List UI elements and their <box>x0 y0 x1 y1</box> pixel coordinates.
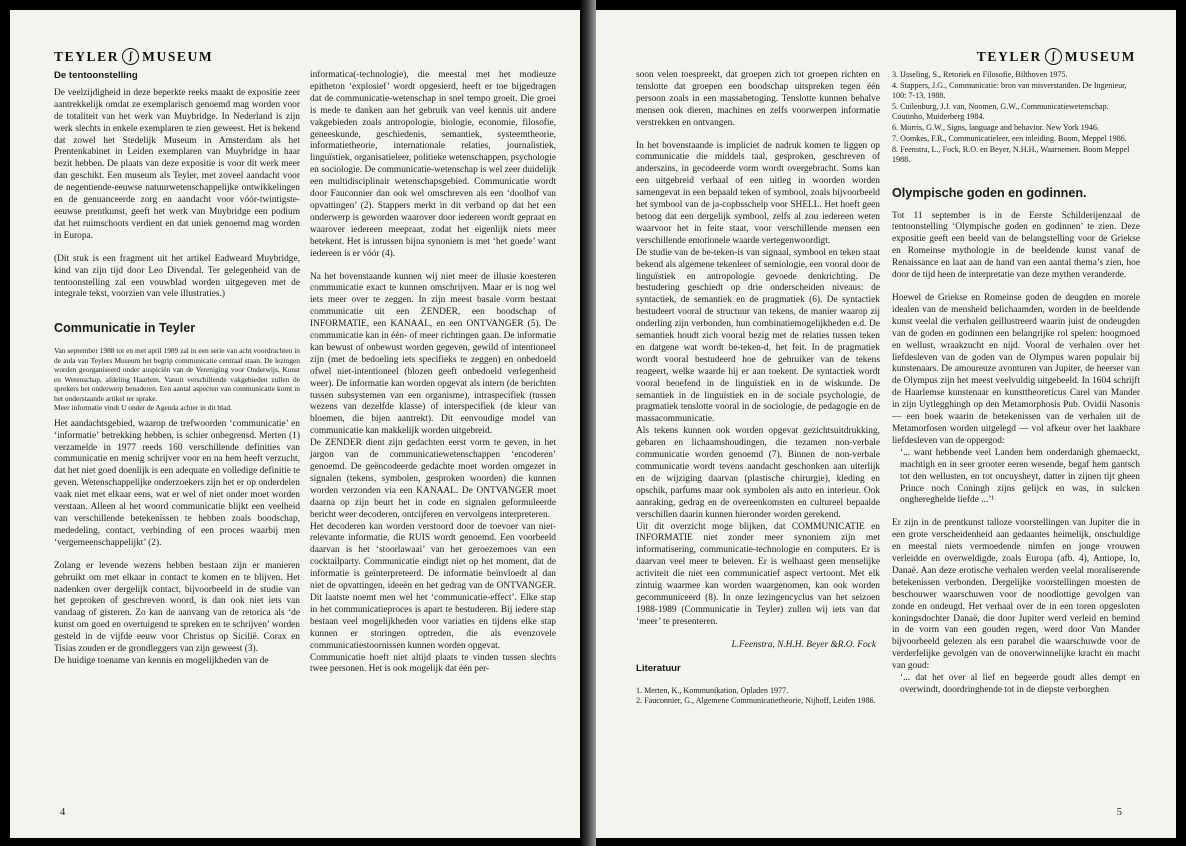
heading-communicatie: Communicatie in Teyler <box>54 321 196 336</box>
reference-item: 1. Merten, K., Kommunikation, Opladen 1977. <box>636 685 789 695</box>
paragraph: Het aandachtsgebied, waarop de trefwoorden ‘communicatie’ en ‘informatie’ betrekking hebben, is schier onbegrensd. Merten (1) verzamelde in 1977 reeds 160 verschillende definities van communicatie en menig schrijver voor en na hem heeft verzucht, dat het niet goed doenlijk is een adequate en volledige definitie te geven. Wetenschappelijke onderzoekers zijn het er op onderdelen vaak niet met elkaar eens, wat er wel of niet onder moet worden verstaan. Alleen al het woord communicatie blijkt een veelheid van verschillende betekenissen te hebben zoals boodschap, mededeling, contact, verbinding of een proces waarbij men ‘vergemeenschappelijkt’ (2). <box>54 418 301 548</box>
logo-text-left: TEYLER <box>976 48 1042 64</box>
reference-list <box>636 686 880 707</box>
left-page <box>10 10 580 838</box>
teyler-museum-logo <box>54 48 213 65</box>
paragraph: Er zijn in de prentkunst talloze voorstellingen van Jupiter die in een grote verscheidenheid aan gedaantes heimelijk, onschuldige en meestal niets vermoedende nimfen en jonge vrouwen verleidde en overweldigde, zoals Europa (afb. 4), Antiope, Io, Danaë. Aan deze erotische verhalen werden veelal moraliserende betekenissen verbonden. Dergelijke voorstellingen moesten de beschouwer waarschuwen voor de noodlottige gevolgen van zonde en ondeugd. Het verhaal over de in een toren opgesloten koningsdochter Danaë, die door Jupiter werd verleid en bemind in de vorm van een gouden regen, werd door Van Mander bijvoorbeeld gelezen als een parabel die waarschuwde voor de verderfelijke gevolgen van de onoverwinnelijke kracht en macht van goud: <box>892 518 1140 672</box>
book-gutter <box>580 0 596 846</box>
logo-text-right: MUSEUM <box>142 48 214 64</box>
intro-text: Van september 1988 tot en met april 1989 zal in een serie van acht voordrachten in de aula van Teylers Museum het begrip communicatie centraal staan. De lezingen worden georganiseerd onder auspiciën van de Vereniging voor Onderwijs, Kunst en Wetenschap, afdeling Haarlem. Vanuit verschillende vakgebieden zullen de sprekers het onderwerp benaderen. Een aantal aspecten van communicatie komt in het onderstaande artikel ter sprake. <box>54 346 300 403</box>
paragraph: informatica(-technologie), die meestal met het modieuze epitheton ‘explosief’ wordt opgesierd, heeft er toe bijgedragen dat de communicatie-wetenschap in snel tempo groeit. Die groei is mede te danken aan het gebruik van veel kennis uit andere vakgebieden zoals antropologie, biologie, economie, filosofie, geneeskunde, geschiedenis, semantiek, systeemtheorie, informatietheorie, internationale relaties, journalistiek, linguïstiek, organisatieleer, politieke wetenschappen, psychologie en sociologie. De communicatie-wetenschap is wel zeer duidelijk een multidisciplinair wetenschapsgebied. Communicatie wordt door Fauconnier dan ook wel omschreven als een ‘doolhof van opvattingen’ (2). Stappers merkt in dit verband op dat het een onderwerp is geworden waarover door iedereen wordt gepraat en waarover iedereen meepraat, zodat het eigenlijk niets meer betekent. Het is intussen bijna synoniem is met ‘het goede’ want iedereen is er vóór (4). <box>310 70 556 259</box>
paragraph: De veelzijdigheid in deze beperkte reeks maakt de expositie zeer aantrekkelijk omdat ze exemplarisch genoemd mag worden voor de totaliteit van het werk van Muybridge. In Nederland is zijn werk slechts in enkele exemplaren te zien geweest. Het is bekend dat zowel het Stedelijk Museum in Amsterdam als het Prentenkabinet in Leiden exemplaren van Muybridge in haar bezit hebben. De plaats van deze expositie is voor dit werk meer dan geschikt. Een museum als Teyler, met zoveel aandacht voor de negentiende-eeuwse natuurwetenschappelijke ontwikkelingen en de genuanceerde zorg en aandacht voor vóór-twintigste-eeuwse prentkunst, geeft het werk van Muybridge een podium dat het ruimschoots verdient en dat uniek genoemd mag worden in Europa. <box>54 87 300 241</box>
reference-item: 5. Cuilenburg, J.J. van, Noomen, G.W., Communicatiewetenschap. Coutinho, Muiderberg 1984. <box>892 101 1109 122</box>
logo-text-right: MUSEUM <box>1064 48 1136 64</box>
quotation: ‘... dat het over al lief en begeerde goudt alles dempt en overwindt, doordringhende tot in de diepste verborghen <box>900 673 1140 696</box>
author-signature: L.Feenstra, N.H.H. Beyer &R.O. Fock <box>731 639 876 650</box>
left-column-1 <box>54 70 300 668</box>
right-page <box>596 10 1176 838</box>
paragraph: Uit dit overzicht moge blijken, dat COMMUNICATIE en INFORMATIE niet zonder meer synoniem zijn met informatisering, communicatie-technologie en computers. Er is daarvan veel meer te beleven. Er is welhaast geen menselijke activiteit die niet een communicatief aspect vertoont. Met elk zintuig waarmee kan worden waargenomen, kan ook worden gecommuniceerd (8). In onze lezingencyclus van het seizoen 1988-1989 (Communicatie in Teyler) zullen wij iets van dat ‘meer’ te presenteren. <box>636 521 880 627</box>
paragraph: De ZENDER dient zijn gedachten eerst vorm te geven, in het jargon van de communicatiewetenschappen ‘encoderen’ genoemd. De geëncodeerde gedachte moet worden omgezet in signalen (tekens, symbolen, gesproken woorden) die kunnen worden verzonden via een KANAAL. De ONTVANGER moet daarna op zijn beurt het in code en signalen geformuleerde bericht weer decoderen, ontcijferen en vervolgens interpreteren. <box>310 438 556 520</box>
paragraph: Het decoderen kan worden verstoord door de toevoer van niet-relevante informatie, die RUIS wordt genoemd. Een voorbeeld daarvan is het ‘stoorlawaai’ van het geroezemoes van een cocktailparty. Communicatie eindigt niet op het moment, dat de informatie is geïnterpreteerd. De informatie beïnvloedt al dan niet de opvattingen, ideeën en het gedrag van de ONTVANGER. Dit laatste noemt men wel het ‘communicatie-effect’. Elke stap in het communicatieproces is apart te bestuderen. Bij iedere stap bestaan veel mogelijkheden voor variaties en tijdens elke stap kunnen er storingen optreden, die als evenzovele communicatiestoornissen kunnen worden opgevat. <box>310 521 556 651</box>
paragraph-fragment-note: (Dit stuk is een fragment uit het artikel Eadweard Muybridge, kind van zijn tijd door Leo Divendal. Ter gelegenheid van de tentoonstelling zal een vouwblad worden uitgegeven met de integrale tekst, voorzien van vele illustraties.) <box>54 253 300 300</box>
right-column-1 <box>636 70 880 707</box>
teyler-emblem-icon: ʃ <box>122 48 139 65</box>
teyler-museum-logo <box>977 48 1136 65</box>
heading-tentoonstelling: De tentoonstelling <box>54 70 138 81</box>
logo-text-left: TEYLER <box>54 48 120 64</box>
reference-item: 2. Fauconnier, G., Algemene Communicatietheorie, Nijhoff, Leiden 1986. <box>636 696 876 706</box>
paragraph: Na het bovenstaande kunnen wij niet meer de illusie koesteren communicatie exact te kunnen omschrijven. Maar er is nog wel iets meer over te zeggen. In zijn meest basale vorm bestaat communicatie uit een ZENDER, een boodschap of INFORMATIE, een KANAAL, en een ONTVANGER (5). De communicatie kan in één- of meer richtingen gaan. De informatie kan bewust of onbewust worden gegeven, gewild of intentioneel zijn (met de bedoeling iets specifieks te zeggen) en onbedoeld ofwel niet-intentioneel (blozen geeft onbedoeld verlegenheid weer). De informatie kan worden opgevat als intern (de berichten tussen subsystemen van een organisme), intraspecifiek (tussen wezens van dezelfde klasse) of interspecifiek (de kleur van bloemen, die bijen aantrekt). Dit eenvoudige model van communicatie kan makkelijk worden uitgebreid. <box>310 271 556 437</box>
quotation: ‘... want hebbende veel Landen hem onderdanigh ghemaeckt, machtigh en in seer grooter eeren wesende, begaf hem gantsch tot den wellusten, en tot oncuysheyt, datter in zijnen tijt gheen Prince noch Coningh zijns gelijck en was, in sulcken onghereghelde liefde ...’¹ <box>900 447 1140 506</box>
reference-item: 7. Oomkes, F.R., Communicatieleer, een inleiding. Boom, Meppel 1986. <box>892 133 1127 143</box>
paragraph: De studie van de be-teken-is van signaal, symbool en teken staat bekend als algemene tekenleer of semiologie, een vooral door de linguïstiek en antropologie gevoede denkrichting. De bestudering geschiedt op drie onderscheiden niveaus: de syntactiek, de semantiek en de pragmatiek (6). De syntactiek bestudeert vooral de structuur van tekens, de manier waarop zij onderling zijn verbonden, hun combinatiemogelijkheden e.d. De semantiek houdt zich vooral bezig met de relaties tussen teken en datgene wat wordt be-teken-d, het feit. In de pragmatiek wordt vooral bestudeerd hoe de gebruiker van de tekens reageert, welke waarde hij er aan toekent. De syntactiek wordt vooral beoefend in de linguïstiek en in de wiskunde. De semantiek in de linguïstiek en in de sociale psychologie, de pragmatiek tenslotte vooral in de sociologie, de pedagogie en de massacommunicatie. <box>636 247 880 425</box>
intro-info: Meer informatie vindt U onder de Agenda achter in dit blad. <box>54 403 232 413</box>
paragraph: Zolang er levende wezens hebben bestaan zijn er manieren gebruikt om met elkaar in contact te komen en te blijven. Het nadenken over dergelijk contact, bijvoorbeeld in de studie van het geproken of geschreven woord, is dan ook niet iets van vandaag of gisteren. Zo kan de aanvang van de retorica als ‘de kunst om goed en overtuigend te spreken en te schrijven’ worden gesteld in de vijfde eeuw voor Christus op Sicilië. Corax en Tisias zouden er de grondleggers van zijn geweest (3). <box>54 560 300 655</box>
paragraph: Communicatie hoeft niet altijd plaats te vinden tussen slechts twee personen. Het is ook mogelijk dat één per- <box>310 652 556 675</box>
reference-item: 4. Stappers, J.G., Communicatie: bron van misverstanden. De Ingenieur, 100: 7-13, 1988. <box>892 80 1127 101</box>
teyler-emblem-icon: ʃ <box>1045 48 1062 65</box>
page-number: 5 <box>1116 807 1122 818</box>
reference-list <box>892 70 1140 165</box>
paragraph: soon velen toespreekt, dat groepen zich tot groepen richten en tenslotte dat groepen een boodschap uitspreken tegen één persoon zoals in een massabetoging. Tenslotte kunnen behalve mensen ook dieren, machines en zelfs voorwerpen informatie verstrekken en ontvangen. <box>636 70 880 128</box>
paragraph: Hoewel de Griekse en Romeinse goden de deugden en morele idealen van de mensheid belichaamden, worden in de beeldende kunst veelal die verhalen geïllustreerd waarin juist de ondeugden van de goden en godinnen een belangrijke rol spelen: hoogmoed en wellust, wraakzucht en nijd. Vooral de verhalen over het liefdesleven van de goden van de Olympus waren populair bij kunstenaars. De amoureuze avonturen van Jupiter, de heerser van de Olympus zijn het meest veelvuldig uitgebeeld. In 1604 schrijft de Haarlemse kunstenaar en kunsttheoreticus Carel van Mander in zijn Uytlegghingh op den Metamorphosis Pub. Ovidii Nasonis — een boek waarin de betekenissen van de verhalen uit de Metamorfosen worden uitgelegd — vol afkeur over het laakbare liefdesleven van de oppergod: <box>892 293 1140 446</box>
paragraph: In het bovenstaande is impliciet de nadruk komen te liggen op communicatie die middels taal, gesproken, geschreven of anderszins, in gecodeerde vorm wordt overgebracht. Soms kan een uitgebreid verhaal of een uitleg in woorden worden samengevat in een bepaald teken of symbool, zoals bijvoorbeeld het symbool van de ja-copbsschelp voor SHELL. Het hoeft geen betoog dat een dergelijk symbool, zelfs al zou iedereen weten waarvoor het in feite staat, voor verschillende mensen een verschillende emotionele waarde vertegenwoordigt. <box>636 140 880 246</box>
page-number: 4 <box>60 807 66 818</box>
paragraph: De huidige toename van kennis en mogelijkheden van de <box>54 655 269 666</box>
heading-olympische-goden: Olympische goden en godinnen. <box>892 185 1087 200</box>
reference-item: 6. Morris, G.W., Signs, language and behavior. New York 1946. <box>892 122 1099 132</box>
reference-item: 8. Feenstra, L., Fock, R.O. en Beyer, N.H.H., Waarnemen. Boom Meppel 1988. <box>892 144 1130 164</box>
left-column-2 <box>310 70 556 676</box>
paragraph: Als tekens kunnen ook worden opgevat gezichtsuitdrukking, gebaren en lichaamshoudingen, die tezamen non-verbale communicatie worden genoemd (7). Binnen de non-verbale communicatie wordt tevens aandacht geschonken aan uiterlijk en de wijziging daarvan (plastische chirurgie), kleding en opschik, parfums maar ook symbolen als auto en interieur. Ook aanraking, gedrag en de overeenkomsten en cultureel bepaalde verschillen daarin kunnen hieronder worden gerekend. <box>636 426 880 520</box>
reference-item: 3. IJsseling, S., Retoriek en Filosofie, Bilthoven 1975. <box>892 70 1068 79</box>
right-column-2 <box>892 70 1140 697</box>
paragraph: Tot 11 september is in de Eerste Schilderijenzaal de tentoonstelling ‘Olympische goden en godinnen’ te zien. Deze expositie geeft een beeld van de belangstelling voor de Griekse en Romeinse mythologie in de beeldende kunst vanaf de Renaissance en laat aan de hand van een aantal thema’s zien, hoe door de tijd heen de interpretatie van deze mythen veranderde. <box>892 210 1140 281</box>
heading-literatuur: Literatuur <box>636 662 681 674</box>
